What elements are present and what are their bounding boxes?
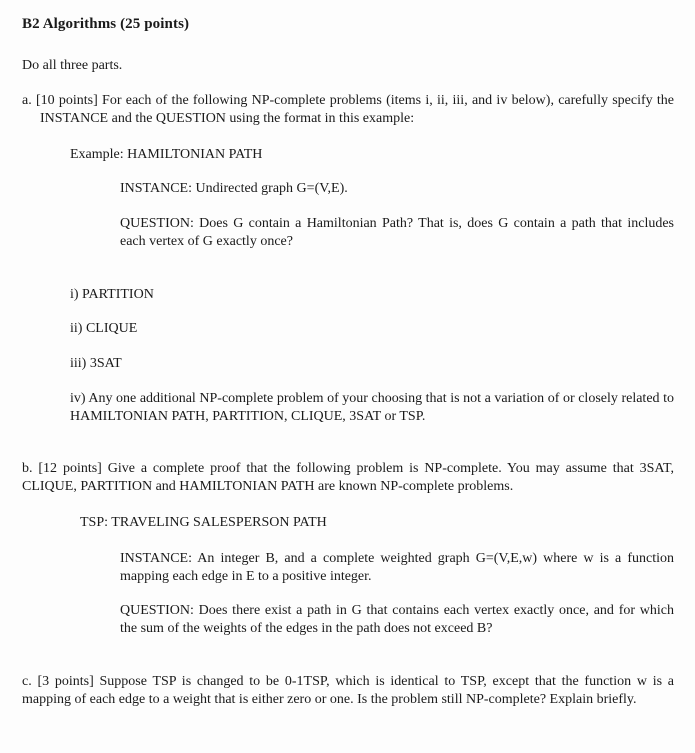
part-a-text: a. [10 points] For each of the following NP-complete problems (items i, ii, iii, and iv below), carefully specify the INSTANCE and the QUESTION using the format in this example:: [22, 93, 674, 126]
list-item-partition: i) PARTITION: [70, 287, 154, 302]
part-b-text: b. [12 points] Give a complete proof that the following problem is NP-complete. You may assume that 3SAT, CLIQUE, PARTITION and HAMILTONIAN PATH are known NP-complete problems.: [22, 461, 674, 494]
intro-text: Do all three parts.: [22, 58, 123, 73]
tsp-instance: INSTANCE: An integer B, and a complete weighted graph G=(V,E,w) where w is a function mapping each edge in E to a positive integer.: [120, 551, 674, 584]
list-item-iv: iv) Any one additional NP-complete problem of your choosing that is not a variation of or closely related to HAMILTONIAN PATH, PARTITION, CLIQUE, 3SAT or TSP.: [70, 391, 674, 424]
example-question: QUESTION: Does G contain a Hamiltonian Path? That is, does G contain a path that includes each vertex of G exactly once?: [120, 216, 674, 249]
example-label: Example: HAMILTONIAN PATH: [70, 147, 263, 162]
list-item-clique: ii) CLIQUE: [70, 321, 138, 336]
tsp-question: QUESTION: Does there exist a path in G that contains each vertex exactly once, and for which the sum of the weights of the edges in the path does not exceed B?: [120, 603, 674, 636]
part-c-text: c. [3 points] Suppose TSP is changed to be 0-1TSP, which is identical to TSP, except that the function w is a mapping of each edge to a weight that is either zero or one. Is the problem still NP-complete? Explain briefly.: [22, 674, 674, 707]
list-item-3sat: iii) 3SAT: [70, 356, 122, 371]
example-instance: INSTANCE: Undirected graph G=(V,E).: [120, 181, 348, 196]
tsp-problem-label: TSP: TRAVELING SALESPERSON PATH: [80, 515, 327, 530]
page-title: B2 Algorithms (25 points): [22, 16, 190, 32]
